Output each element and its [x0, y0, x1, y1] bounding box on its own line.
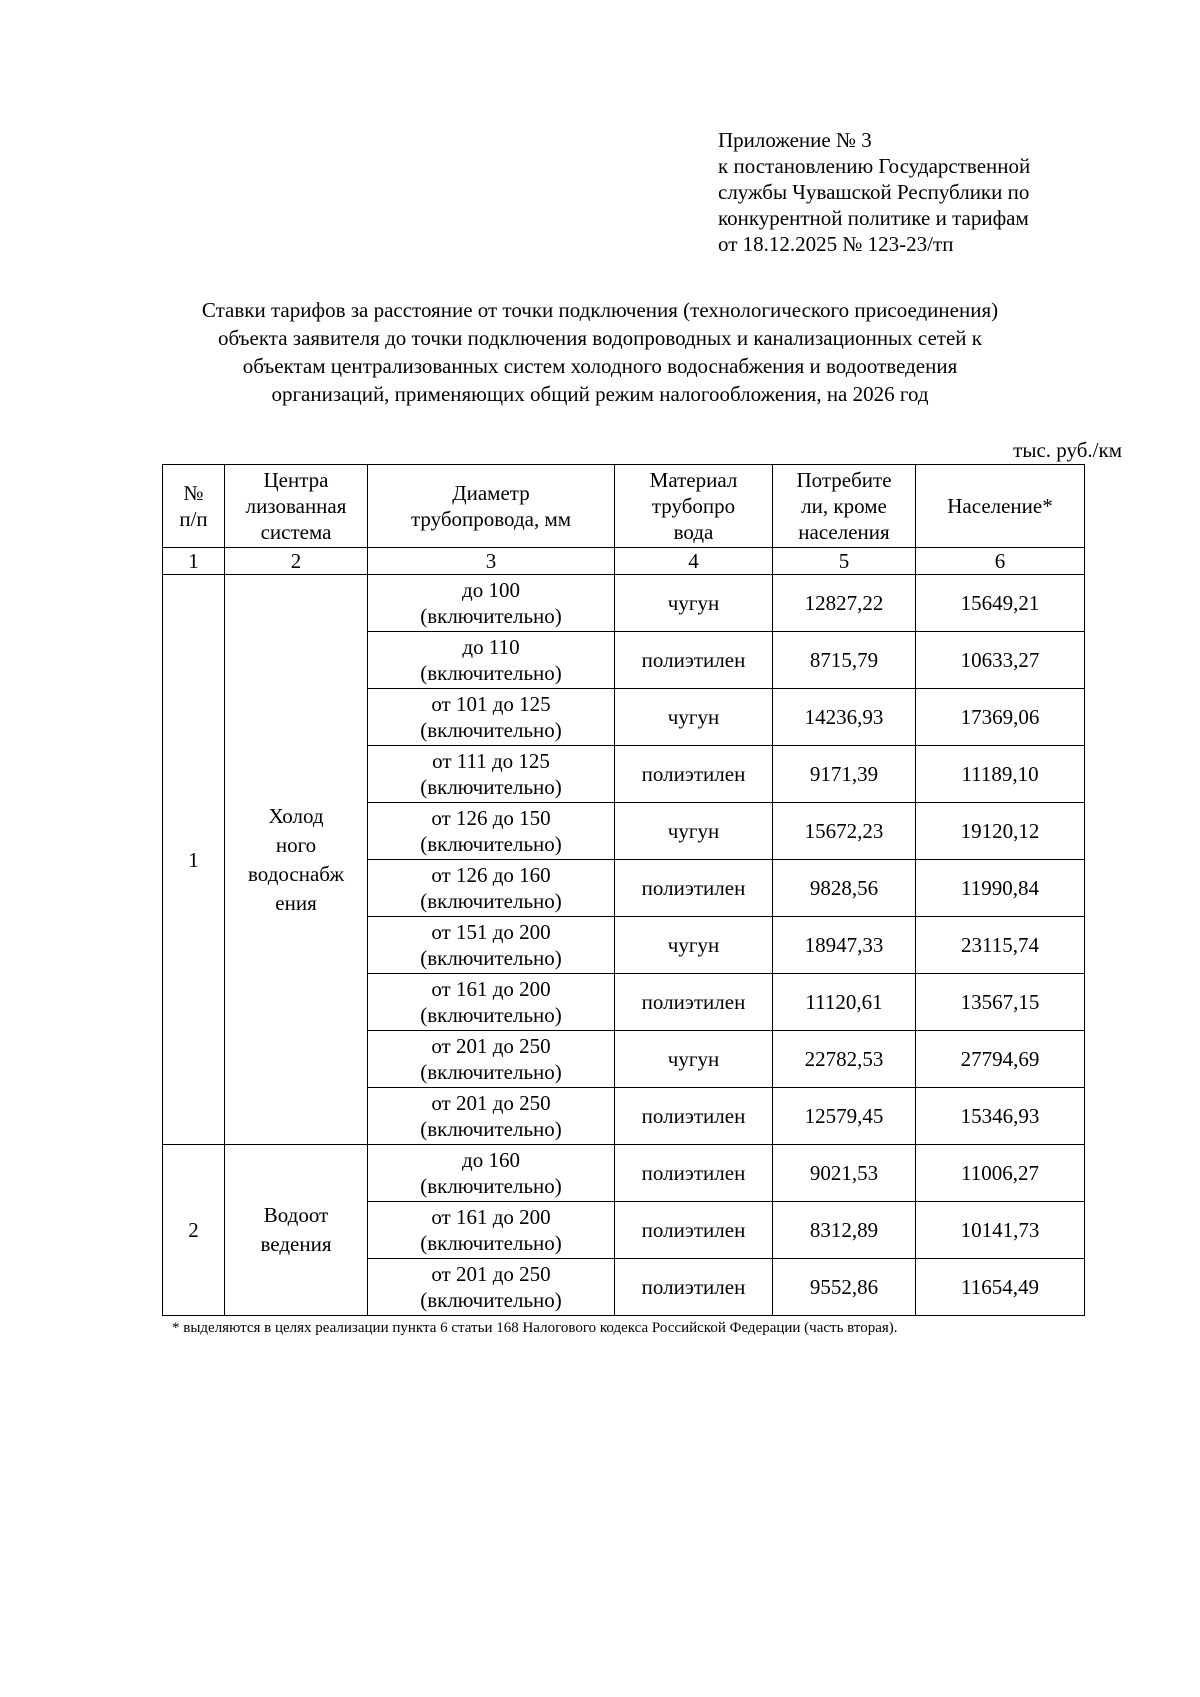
- consumers-rate-cell: 9828,56: [773, 860, 916, 917]
- population-rate-cell: 10633,27: [916, 632, 1085, 689]
- population-rate-cell: 15346,93: [916, 1088, 1085, 1145]
- system-name-line: ведения: [260, 1232, 332, 1256]
- diameter-line: до 110: [462, 635, 520, 659]
- diameter-line: (включительно): [420, 775, 562, 799]
- consumers-rate-cell: 11120,61: [773, 974, 916, 1031]
- column-number-row: [163, 548, 1085, 575]
- title-line: объектам централизованных систем холодного водоснабжения и водоотведения: [242, 354, 958, 378]
- diameter-cell: [368, 689, 615, 746]
- material-cell: полиэтилен: [615, 1259, 773, 1316]
- column-number: 5: [773, 548, 916, 575]
- population-rate-cell: 11654,49: [916, 1259, 1085, 1316]
- diameter-line: от 201 до 250: [431, 1262, 551, 1286]
- diameter-line: от 151 до 200: [431, 920, 551, 944]
- system-name-cell: [225, 1145, 368, 1316]
- title-line: Ставки тарифов за расстояние от точки подключения (технологического присоединения): [201, 298, 999, 322]
- diameter-line: (включительно): [420, 661, 562, 685]
- tariff-table: [162, 464, 1085, 1316]
- header-population: Население*: [916, 465, 1085, 548]
- system-name-line: ного: [275, 832, 317, 857]
- diameter-cell: [368, 1088, 615, 1145]
- title-line: объекта заявителя до точки подключения водопроводных и канализационных сетей к: [218, 326, 982, 350]
- diameter-line: (включительно): [420, 1003, 562, 1027]
- population-rate-cell: 11189,10: [916, 746, 1085, 803]
- population-rate-cell: 27794,69: [916, 1031, 1085, 1088]
- diameter-line: от 201 до 250: [431, 1091, 551, 1115]
- material-cell: полиэтилен: [615, 1202, 773, 1259]
- diameter-line: (включительно): [420, 889, 562, 913]
- population-rate-cell: 11006,27: [916, 1145, 1085, 1202]
- column-number: 3: [368, 548, 615, 575]
- appendix-line: конкурентной политике и тарифам: [718, 206, 1029, 230]
- consumers-rate-cell: 8312,89: [773, 1202, 916, 1259]
- diameter-cell: [368, 1202, 615, 1259]
- diameter-line: до 100: [462, 578, 520, 602]
- diameter-line: (включительно): [420, 832, 562, 856]
- column-number: 4: [615, 548, 773, 575]
- diameter-line: от 126 до 150: [431, 806, 551, 830]
- consumers-rate-cell: 9171,39: [773, 746, 916, 803]
- consumers-rate-cell: 9021,53: [773, 1145, 916, 1202]
- population-rate-cell: 23115,74: [916, 917, 1085, 974]
- diameter-line: (включительно): [420, 1288, 562, 1312]
- consumers-rate-cell: 8715,79: [773, 632, 916, 689]
- consumers-rate-cell: 15672,23: [773, 803, 916, 860]
- system-name-line: ения: [275, 890, 317, 915]
- table-row: [163, 1145, 1085, 1202]
- diameter-line: (включительно): [420, 1174, 562, 1198]
- diameter-line: от 201 до 250: [431, 1034, 551, 1058]
- diameter-cell: [368, 746, 615, 803]
- header-diameter: Диаметр трубопровода, мм: [368, 465, 615, 548]
- header-consumers: Потребите ли, кроме населения: [773, 465, 916, 548]
- material-cell: чугун: [615, 689, 773, 746]
- diameter-cell: [368, 1031, 615, 1088]
- diameter-line: (включительно): [420, 1060, 562, 1084]
- diameter-line: от 111 до 125: [432, 749, 550, 773]
- material-cell: полиэтилен: [615, 1088, 773, 1145]
- material-cell: чугун: [615, 917, 773, 974]
- system-name-cell: [225, 575, 368, 1145]
- header-row: [163, 465, 1085, 548]
- material-cell: полиэтилен: [615, 632, 773, 689]
- appendix-line: службы Чувашской Республики по: [718, 180, 1030, 204]
- consumers-rate-cell: 22782,53: [773, 1031, 916, 1088]
- diameter-cell: [368, 632, 615, 689]
- table-row: [163, 575, 1085, 632]
- diameter-cell: [368, 974, 615, 1031]
- diameter-line: (включительно): [420, 1117, 562, 1141]
- diameter-line: от 161 до 200: [431, 1205, 551, 1229]
- diameter-cell: [368, 1259, 615, 1316]
- material-cell: полиэтилен: [615, 1145, 773, 1202]
- population-rate-cell: 11990,84: [916, 860, 1085, 917]
- diameter-line: от 161 до 200: [431, 977, 551, 1001]
- consumers-rate-cell: 12827,22: [773, 575, 916, 632]
- material-cell: чугун: [615, 1031, 773, 1088]
- material-cell: полиэтилен: [615, 860, 773, 917]
- appendix-line: от 18.12.2025 № 123-23/тп: [718, 232, 954, 256]
- diameter-line: (включительно): [420, 718, 562, 742]
- title-line: организаций, применяющих общий режим налогообложения, на 2026 год: [271, 382, 929, 406]
- row-number-cell: 2: [163, 1145, 225, 1316]
- diameter-line: (включительно): [420, 946, 562, 970]
- footnote: * выделяются в целях реализации пункта 6 статьи 168 Налогового кодекса Российской Федерации (часть вторая).: [172, 1320, 898, 1336]
- appendix-line: к постановлению Государственной: [718, 154, 1031, 178]
- material-cell: чугун: [615, 803, 773, 860]
- system-name-line: Водоот: [263, 1203, 329, 1227]
- column-number: 6: [916, 548, 1085, 575]
- population-rate-cell: 10141,73: [916, 1202, 1085, 1259]
- column-number: 1: [163, 548, 225, 575]
- diameter-cell: [368, 860, 615, 917]
- header-system: Центра лизованная система: [225, 465, 368, 548]
- population-rate-cell: 19120,12: [916, 803, 1085, 860]
- column-number: 2: [225, 548, 368, 575]
- consumers-rate-cell: 14236,93: [773, 689, 916, 746]
- document-title: [150, 296, 1050, 408]
- header-num: № п/п: [163, 465, 225, 548]
- appendix-line: Приложение № 3: [718, 128, 872, 152]
- appendix-block: [718, 127, 1030, 257]
- consumers-rate-cell: 18947,33: [773, 917, 916, 974]
- diameter-line: от 126 до 160: [431, 863, 551, 887]
- diameter-line: (включительно): [420, 604, 562, 628]
- diameter-cell: [368, 575, 615, 632]
- consumers-rate-cell: 9552,86: [773, 1259, 916, 1316]
- diameter-line: до 160: [462, 1148, 520, 1172]
- population-rate-cell: 17369,06: [916, 689, 1085, 746]
- population-rate-cell: 13567,15: [916, 974, 1085, 1031]
- consumers-rate-cell: 12579,45: [773, 1088, 916, 1145]
- tariff-table-body: [163, 465, 1085, 1316]
- row-number-cell: 1: [163, 575, 225, 1145]
- system-name-line: водоснабж: [248, 861, 344, 886]
- diameter-cell: [368, 917, 615, 974]
- diameter-line: от 101 до 125: [431, 692, 551, 716]
- material-cell: полиэтилен: [615, 746, 773, 803]
- system-name-line: Холод: [268, 803, 324, 828]
- header-material: Материал трубопро вода: [615, 465, 773, 548]
- units-label: тыс. руб./км: [1013, 438, 1122, 462]
- diameter-cell: [368, 803, 615, 860]
- material-cell: чугун: [615, 575, 773, 632]
- diameter-line: (включительно): [420, 1231, 562, 1255]
- population-rate-cell: 15649,21: [916, 575, 1085, 632]
- diameter-cell: [368, 1145, 615, 1202]
- material-cell: полиэтилен: [615, 974, 773, 1031]
